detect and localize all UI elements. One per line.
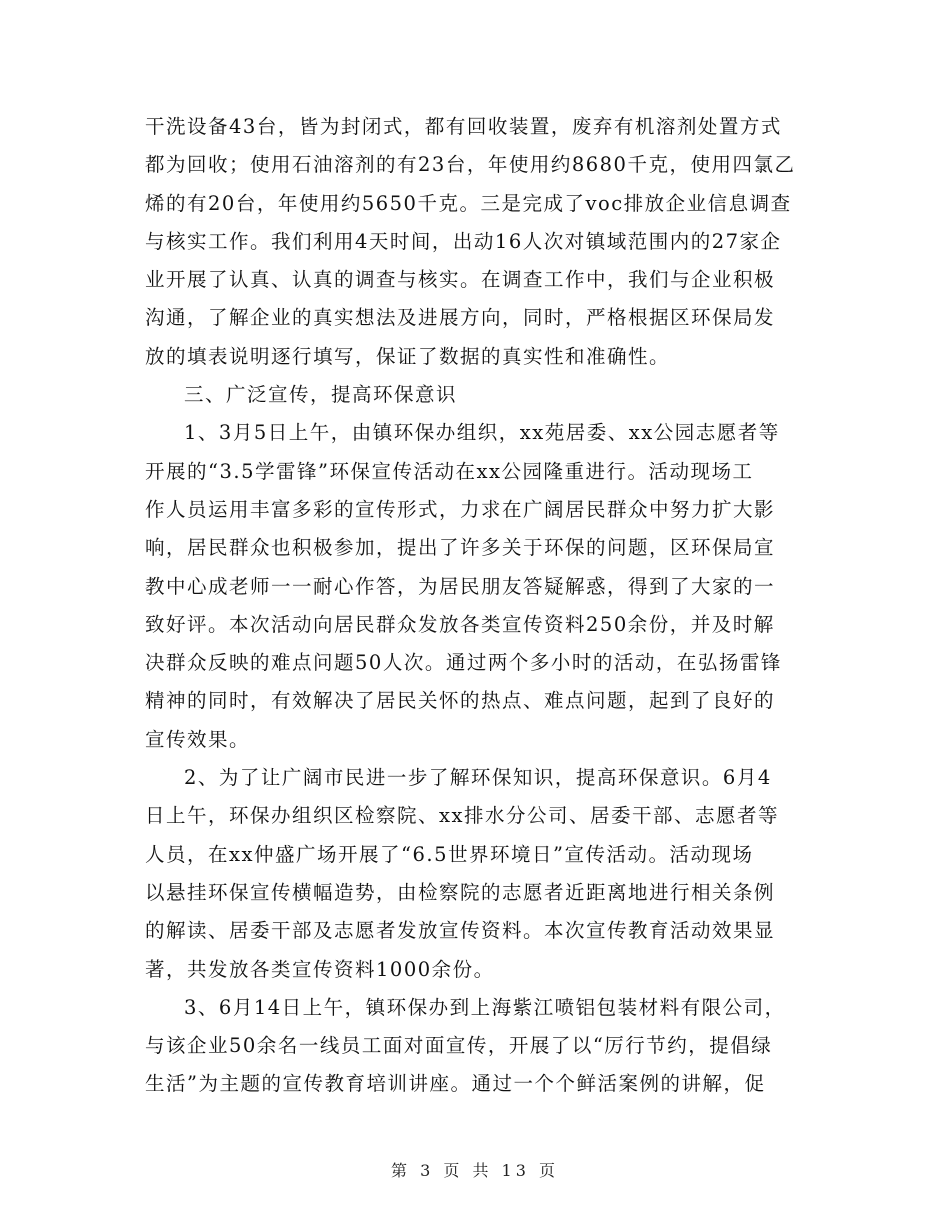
text-line: 决群众反映的难点问题50人次。通过两个多小时的活动，在弘扬雷锋	[145, 651, 782, 675]
text-line: 与该企业50余名一线员工面对面宣传，开展了以“厉行节约，提倡绿	[145, 1034, 773, 1058]
text-line: 1、3月5日上午，由镇环保办组织，xx苑居委、xx公园志愿者等	[184, 421, 780, 445]
text-line: 人员，在xx仲盛广场开展了“6.5世界环境日”宣传活动。活动现场	[145, 842, 754, 866]
text-line: 作人员运用丰富多彩的宣传形式，力求在广阔居民群众中努力扩大影	[145, 497, 776, 521]
document-body	[145, 108, 810, 1104]
section-heading: 三、广泛宣传，提高环保意识	[184, 383, 458, 407]
text-line: 开展的“3.5学雷锋”环保宣传活动在xx公园隆重进行。活动现场工	[145, 459, 754, 483]
text-line: 以悬挂环保宣传横幅造势，由检察院的志愿者近距离地进行相关条例	[145, 880, 776, 904]
text-line: 业开展了认真、认真的调查与核实。在调查工作中，我们与企业积极	[145, 268, 776, 292]
text-line: 沟通，了解企业的真实想法及进展方向，同时，严格根据区环保局发	[145, 306, 776, 330]
text-line: 与核实工作。我们利用4天时间，出动16人次对镇域范围内的27家企	[145, 229, 782, 253]
text-line: 放的填表说明逐行填写，保证了数据的真实性和准确性。	[145, 344, 671, 368]
text-line: 响，居民群众也积极参加，提出了许多关于环保的问题，区环保局宣	[145, 536, 776, 560]
text-line: 烯的有20台，年使用约5650千克。三是完成了voc排放企业信息调查	[145, 191, 792, 215]
text-line: 日上午，环保办组织区检察院、xx排水分公司、居委干部、志愿者等	[145, 804, 779, 828]
text-line: 精神的同时，有效解决了居民关怀的热点、难点问题，起到了良好的	[145, 689, 776, 713]
page-footer: 第 3 页 共 13 页	[391, 1161, 559, 1180]
text-line: 宣传效果。	[145, 727, 251, 751]
text-line: 著，共发放各类宣传资料1000余份。	[145, 957, 495, 981]
text-line: 致好评。本次活动向居民群众发放各类宣传资料250余份，并及时解	[145, 612, 775, 636]
text-line: 干洗设备43台，皆为封闭式，都有回收装置，废弃有机溶剂处置方式	[145, 115, 782, 138]
text-line: 的解读、居委干部及志愿者发放宣传资料。本次宣传教育活动效果显	[145, 919, 776, 943]
text-line: 生活”为主题的宣传教育培训讲座。通过一个个鲜活案例的讲解，促	[145, 1072, 766, 1096]
text-line: 教中心成老师一一耐心作答，为居民朋友答疑解惑，得到了大家的一	[145, 574, 776, 598]
text-line: 3、6月14日上午，镇环保办到上海紫江喷铝包装材料有限公司，	[184, 995, 786, 1019]
text-line: 都为回收；使用石油溶剂的有23台，年使用约8680千克，使用四氯乙	[145, 153, 796, 177]
text-line: 2、为了让广阔市民进一步了解环保知识，提高环保意识。6月4	[184, 766, 772, 790]
